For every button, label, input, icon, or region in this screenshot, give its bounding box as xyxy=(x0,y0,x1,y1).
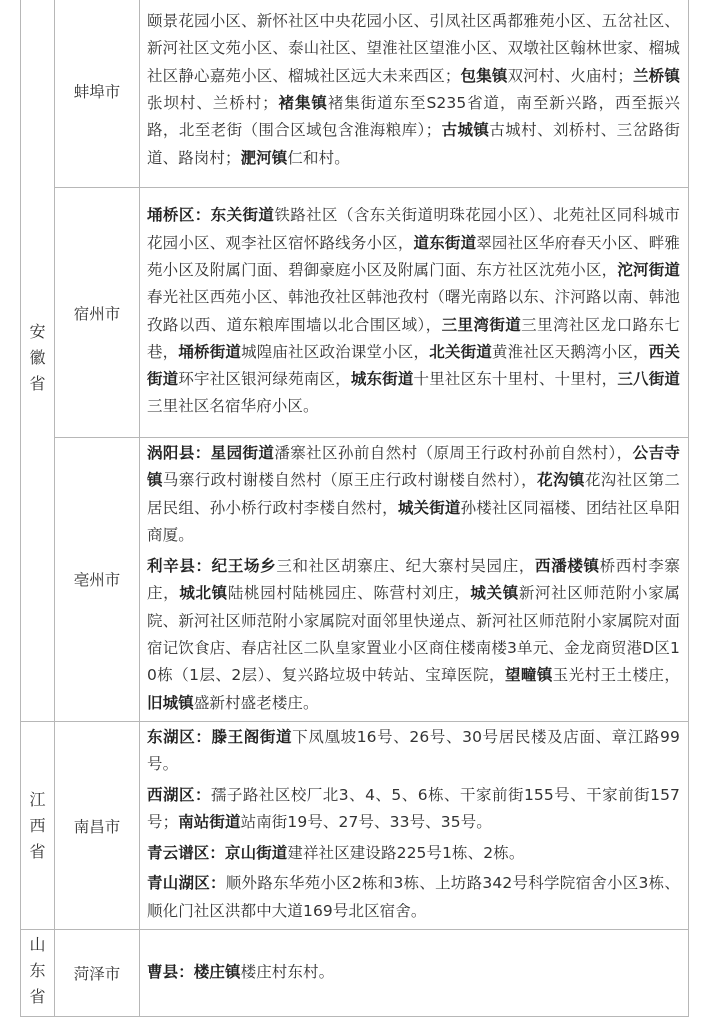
place-name-bold: 城关街道 xyxy=(397,498,461,517)
city-name: 宿州市 xyxy=(73,304,121,323)
place-description: 潘寨社区孙前自然村（原周王行政村孙前自然村）， xyxy=(274,444,633,462)
place-description: 黄淮社区天鹅湾小区， xyxy=(491,342,649,361)
place-name-bold: 曹县：楼庄镇 xyxy=(147,962,241,981)
place-description: 站南街19号、27号、33号、35号。 xyxy=(240,813,492,832)
place-name-bold: 西潘楼镇 xyxy=(535,557,600,576)
place-description: 张坝村、兰桥村； xyxy=(147,94,278,112)
place-name-bold: 青云谱区：京山街道 xyxy=(147,843,288,862)
risk-area-table xyxy=(20,0,689,1017)
table-row-heze xyxy=(21,930,689,1017)
place-name-bold: 花沟镇 xyxy=(537,471,585,490)
area-paragraph xyxy=(147,782,680,837)
place-description: 古城村、刘桥村、三岔路街道、路岗村； xyxy=(147,121,681,167)
table-row-suzhou xyxy=(21,188,689,438)
place-description: 下凤凰坡16号、26号、30号居民楼及店面、章江路99号。 xyxy=(147,727,680,774)
place-name-bold: 北关街道 xyxy=(429,342,492,361)
place-description: 翠园社区华府春天小区、畔雅苑小区及附属门面、碧御豪庭小区及附属门面、东方社区沈苑小区， xyxy=(147,233,680,279)
table-row-bengbu xyxy=(21,0,689,188)
place-description: 楼庄村东村。 xyxy=(240,962,335,981)
place-name-bold: 三里湾街道 xyxy=(441,315,522,334)
place-description: 双河村、火庙村； xyxy=(507,66,633,85)
place-name-bold: 涡阳县：星园街道 xyxy=(147,444,275,462)
province-cell-anhui xyxy=(21,0,55,721)
place-description: 三里湾社区龙口路东七巷， xyxy=(147,315,680,361)
table-row-nanchang xyxy=(21,721,689,930)
area-cell-suzhou xyxy=(140,188,689,438)
city-cell-heze xyxy=(55,930,140,1017)
city-cell-suzhou xyxy=(55,188,140,438)
area-paragraph xyxy=(147,724,680,779)
place-name-bold: 南站街道 xyxy=(178,813,241,832)
place-name-bold: 青山湖区： xyxy=(147,874,226,893)
place-name-bold: 褚集镇 xyxy=(277,94,328,112)
province-name: 安徽省 xyxy=(29,321,46,393)
place-description: 孙楼社区同福楼、团结社区阜阳商厦。 xyxy=(147,498,680,544)
city-name: 菏泽市 xyxy=(73,965,121,984)
place-description: 三和社区胡寨庄、纪大寨村吴园庄， xyxy=(276,557,536,576)
city-cell-bengbu xyxy=(55,0,140,188)
place-name-bold: 包集镇 xyxy=(460,66,508,85)
place-name-bold: 西湖区： xyxy=(147,785,211,804)
place-description: 三里社区名宿华府小区。 xyxy=(147,397,319,416)
place-description: 玉光村王土楼庄， xyxy=(552,666,680,685)
place-description: 盛新村盛老楼庄。 xyxy=(193,693,319,712)
city-name: 蚌埠市 xyxy=(73,83,121,101)
area-paragraph xyxy=(147,440,680,549)
city-name: 南昌市 xyxy=(73,817,121,836)
place-name-bold: 兰桥镇 xyxy=(632,66,680,85)
province-name: 山东省 xyxy=(29,935,46,1007)
place-description: 陆桃园村陆桃园庄、陈营村刘庄， xyxy=(227,584,471,603)
place-name-bold: 淝河镇 xyxy=(240,148,288,167)
area-paragraph xyxy=(147,870,680,925)
place-name-bold: 埇桥区：东关街道 xyxy=(147,206,275,225)
place-description: 颐景花园小区、新怀社区中央花园小区、引凤社区禹都雅苑小区、五岔社区、新河社区文苑小区、泰山社区、望淮社区望淮小区、双墩社区翰林世家、榴城社区静心嘉苑小区、榴城社区远大未来西区； xyxy=(147,12,680,85)
place-description: 仁和村。 xyxy=(287,148,350,167)
area-text xyxy=(147,8,680,172)
place-description: 孺子路社区校厂北3、4、5、6栋、干家前街155号、干家前街157号； xyxy=(147,785,680,832)
place-name-bold: 古城镇 xyxy=(441,121,490,140)
place-name-bold: 沱河街道 xyxy=(617,260,680,279)
province-cell-shandong xyxy=(21,930,55,1017)
area-cell-heze xyxy=(140,930,689,1017)
area-text xyxy=(147,959,680,986)
place-name-bold: 城关镇 xyxy=(470,584,519,603)
place-name-bold: 城东街道 xyxy=(350,370,414,389)
city-cell-nanchang xyxy=(55,721,140,930)
place-description: 褚集街道东至S235省道，南至新兴路，西至振兴路，北至老街（围合区域包含淮海粮库）； xyxy=(147,94,680,140)
place-description: 花沟社区第二居民组、孙小桥行政村李楼自然村， xyxy=(147,471,680,517)
area-cell-bozhou xyxy=(140,438,689,722)
place-name-bold: 三八街道 xyxy=(617,370,680,389)
area-paragraph xyxy=(147,840,680,868)
city-cell-bozhou xyxy=(55,438,140,722)
area-cell-nanchang xyxy=(140,721,689,930)
city-name: 亳州市 xyxy=(73,571,121,590)
province-cell-jiangxi xyxy=(21,721,55,930)
table-row-bozhou xyxy=(21,438,689,722)
area-paragraph xyxy=(147,553,680,717)
place-name-bold: 公吉寺镇 xyxy=(147,444,680,490)
area-cell-bengbu xyxy=(140,0,689,188)
place-description: 马寨行政村谢楼自然村（原王庄行政村谢楼自然村）， xyxy=(162,471,538,490)
area-text xyxy=(147,202,680,420)
place-description: 顺外路东华苑小区2栋和3栋、上坊路342号科学院宿舍小区3栋、顺化门社区洪都中大道169号北区宿舍。 xyxy=(147,874,680,920)
place-name-bold: 东湖区：滕王阁街道 xyxy=(147,727,293,746)
place-description: 春光社区西苑小区、韩池孜社区韩池孜村（曙光南路以东、汴河路以南、韩池孜路以西、道东粮库围墙以北合围区域）， xyxy=(147,288,680,334)
place-name-bold: 埇桥街道 xyxy=(178,342,242,361)
place-name-bold: 城北镇 xyxy=(179,584,228,603)
place-description: 建祥社区建设路225号1栋、2栋。 xyxy=(287,843,525,862)
place-description: 铁路社区（含东关街道明珠花园小区）、北苑社区同科城市花园小区、观李社区宿怀路线务小区， xyxy=(147,206,680,252)
place-description: 环宇社区银河绿苑南区， xyxy=(178,370,351,389)
place-name-bold: 旧城镇 xyxy=(147,693,194,712)
place-name-bold: 望疃镇 xyxy=(504,666,553,685)
province-name: 江西省 xyxy=(29,789,46,861)
place-name-bold: 西关街道 xyxy=(147,342,680,389)
place-description: 桥西村李寨庄， xyxy=(147,557,680,603)
place-description: 十里社区东十里村、十里村， xyxy=(413,370,618,389)
place-description: 城隍庙社区政治课堂小区， xyxy=(241,342,430,361)
place-description: 新河社区师范附小家属院、新河社区师范附小家属院对面邻里快递点、新河社区师范附小家属院对面宿记饮食店、春店社区二队皇家置业小区商住楼南楼3单元、金龙商贸港D区10栋（1层、2层）、复兴路垃圾中转站、宝璋医院， xyxy=(147,584,680,685)
place-name-bold: 道东街道 xyxy=(413,233,477,252)
place-name-bold: 利辛县：纪王场乡 xyxy=(147,557,277,576)
